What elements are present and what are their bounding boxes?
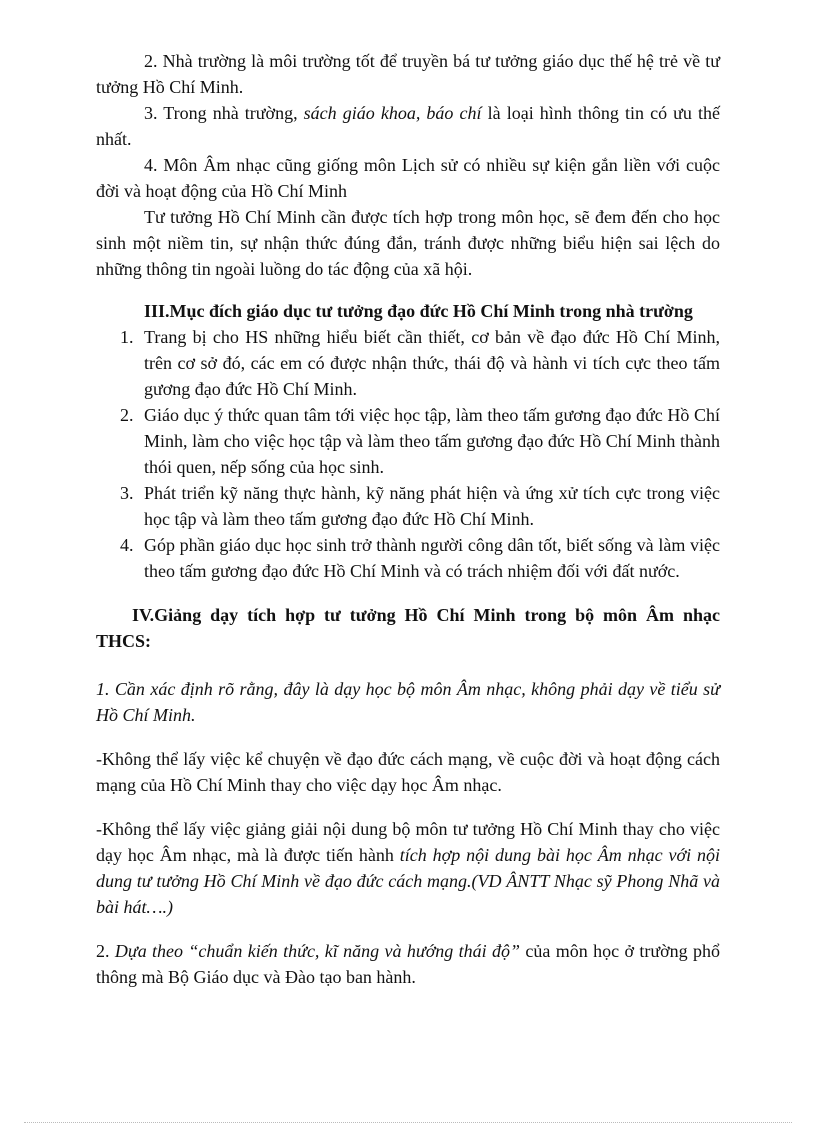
section-4-heading: IV.Giảng dạy tích hợp tư tưởng Hồ Chí Minh trong bộ môn Âm nhạc THCS: xyxy=(96,605,720,651)
section-4-point-2-number: 2. xyxy=(96,941,115,961)
section-3-heading: III.Mục đích giáo dục tư tưởng đạo đức Hồ Chí Minh trong nhà trường xyxy=(144,301,693,321)
list-item-number: 1. xyxy=(120,327,134,347)
list-item-text: Giáo dục ý thức quan tâm tới việc học tập, làm theo tấm gương đạo đức Hồ Chí Minh, làm cho việc học tập và làm theo tấm gương đạo đức Hồ Chí Minh thành thói quen, nếp sống của học sinh. xyxy=(144,405,720,477)
paragraph-item-3-post: là loại hình thông tin có ưu thế nhất. xyxy=(96,103,720,149)
section-4-dash-1: -Không thể lấy việc kể chuyện về đạo đức cách mạng, về cuộc đời và hoạt động cách mạng của Hồ Chí Minh thay cho việc dạy học Âm nhạc. xyxy=(96,749,720,795)
list-item xyxy=(96,532,720,584)
section-4-point-2-post: của môn học ở trường phổ thông mà Bộ Giáo dục và Đào tạo ban hành. xyxy=(96,941,720,987)
paragraph-summary: Tư tưởng Hồ Chí Minh cần được tích hợp trong môn học, sẽ đem đến cho học sinh một niềm tin, sự nhận thức đúng đắn, tránh được những biểu hiện sai lệch do những thông tin ngoài luồng do tác động của xã hội. xyxy=(96,207,720,279)
paragraph-item-2: 2. Nhà trường là môi trường tốt để truyền bá tư tưởng giáo dục thế hệ trẻ về tư tưởng Hồ Chí Minh. xyxy=(96,51,720,97)
section-3-list xyxy=(96,324,720,584)
list-item-number: 3. xyxy=(120,483,134,503)
list-item-number: 4. xyxy=(120,535,134,555)
paragraph-item-3 xyxy=(96,100,720,152)
section-4-point-2 xyxy=(96,938,720,990)
list-item-text: Phát triển kỹ năng thực hành, kỹ năng phát hiện và ứng xử tích cực trong việc học tập và làm theo tấm gương đạo đức Hồ Chí Minh. xyxy=(144,483,720,529)
list-item-text: Trang bị cho HS những hiểu biết cần thiết, cơ bản về đạo đức Hồ Chí Minh, trên cơ sở đó, các em có được nhận thức, thái độ và hành vi tích cực theo tấm gương đạo đức Hồ Chí Minh. xyxy=(144,327,720,399)
paragraph-item-4: 4. Môn Âm nhạc cũng giống môn Lịch sử có nhiều sự kiện gắn liền với cuộc đời và hoạt động của Hồ Chí Minh xyxy=(96,155,720,201)
section-4-dash-2-italic: tích hợp nội dung bài học Âm nhạc với nội dung tư tưởng Hồ Chí Minh về đạo đức cách mạng.(VD ÂNTT Nhạc sỹ Phong Nhã và bài hát….) xyxy=(96,845,721,917)
list-item-text: Góp phần giáo dục học sinh trở thành người công dân tốt, biết sống và làm việc theo tấm gương đạo đức Hồ Chí Minh và có trách nhiệm đối với đất nước. xyxy=(144,535,720,581)
section-4-point-1: 1. Cần xác định rõ rằng, đây là dạy học bộ môn Âm nhạc, không phải dạy về tiểu sử Hồ Chí Minh. xyxy=(96,679,720,725)
document-page xyxy=(96,48,720,990)
section-4-dash-2-pre: -Không thể lấy việc giảng giải nội dung bộ môn tư tưởng Hồ Chí Minh thay cho việc dạy học Âm nhạc, mà là được tiến hành xyxy=(96,819,720,865)
list-item-number: 2. xyxy=(120,405,134,425)
list-item xyxy=(96,402,720,480)
list-item xyxy=(96,480,720,532)
paragraph-item-3-pre: 3. Trong nhà trường, xyxy=(144,103,304,123)
paragraph-item-3-italic: sách giáo khoa, báo chí xyxy=(303,103,482,123)
section-4-point-2-italic: Dựa theo “chuẩn kiến thức, kĩ năng và hướng thái độ” xyxy=(114,941,521,961)
list-item xyxy=(96,324,720,402)
section-4-dash-2 xyxy=(96,816,720,920)
